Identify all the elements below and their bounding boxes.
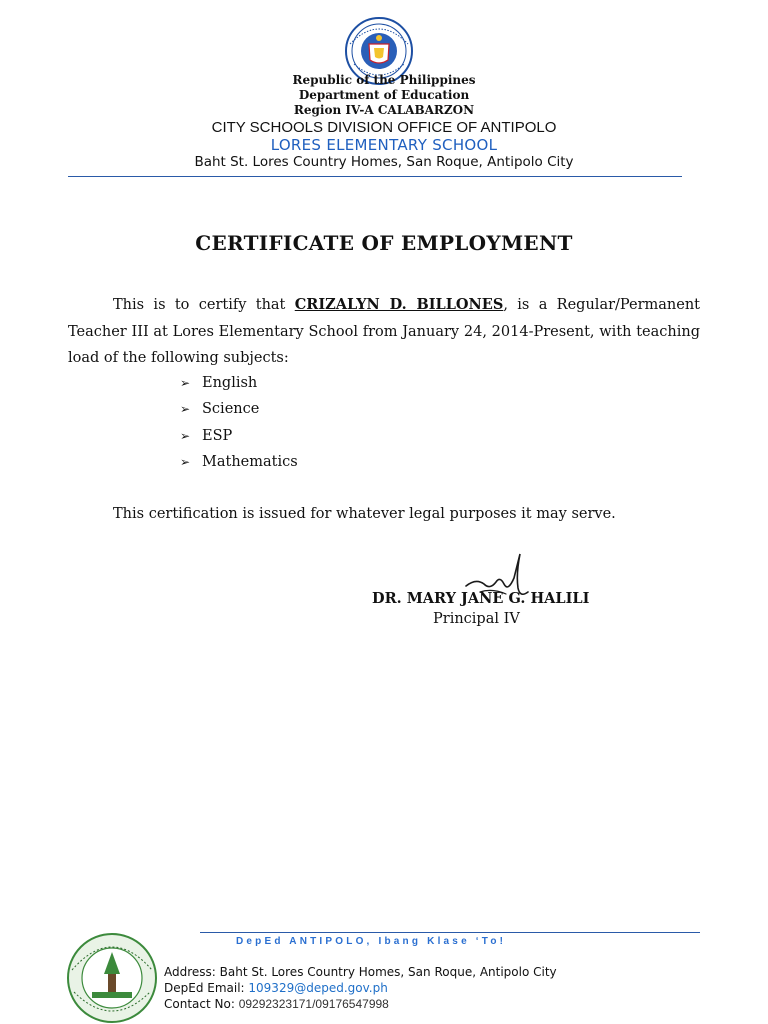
subject-label: ESP (202, 428, 233, 444)
header-republic: Republic of the Philippines (292, 73, 476, 87)
header-address: Baht St. Lores Country Homes, San Roque, Antipolo City (194, 154, 574, 170)
intro-text-continued: , is a Regular/Permanent Teacher III at Lores Elementary School from January 24, 2014-Present, with teaching load of the following subjects: (68, 297, 700, 366)
subject-label: Mathematics (202, 454, 298, 470)
header-department: Department of Education (298, 88, 470, 102)
email-link[interactable]: 109329@deped.gov.ph (248, 981, 388, 995)
contact-label: Contact No: (164, 997, 239, 1011)
arrow-bullet-icon: ➢ (180, 402, 191, 416)
certification-paragraph (68, 292, 700, 372)
subject-label: Science (202, 401, 260, 417)
subject-label: English (202, 375, 258, 391)
signatory-name: DR. MARY JANE G. HALILI (372, 590, 590, 607)
footer-address (164, 964, 557, 980)
arrow-bullet-icon: ➢ (180, 376, 191, 390)
arrow-bullet-icon: ➢ (180, 429, 191, 443)
arrow-bullet-icon: ➢ (180, 455, 191, 469)
footer-contact (164, 996, 389, 1012)
address-value: Baht St. Lores Country Homes, San Roque, Antipolo City (219, 965, 557, 979)
footer-divider (200, 932, 700, 933)
signatory-position: Principal IV (433, 611, 520, 627)
header-division: CITY SCHOOLS DIVISION OFFICE OF ANTIPOLO (211, 119, 557, 136)
subject-list-item (180, 396, 259, 423)
school-logo (62, 930, 162, 1024)
email-label: DepEd Email: (164, 981, 249, 995)
footer-email (164, 980, 388, 996)
closing-paragraph: This certification is issued for whatever legal purposes it may serve. (113, 506, 616, 522)
address-label: Address: (164, 965, 220, 979)
document-title: CERTIFICATE OF EMPLOYMENT (195, 231, 573, 255)
intro-text: This is to certify that (113, 297, 295, 313)
header-region: Region IV-A CALABARZON (293, 103, 475, 117)
subject-list-item (180, 423, 232, 450)
employee-name: CRIZALYN D. BILLONES (294, 296, 504, 313)
subject-list-item (180, 449, 298, 476)
header-divider (68, 176, 682, 177)
footer-tagline: DepEd ANTIPOLO, Ibang Klase ‘To! (236, 936, 507, 947)
header-school-name: LORES ELEMENTARY SCHOOL (270, 136, 498, 154)
subject-list-item (180, 370, 257, 397)
contact-number: 09292323171/09176547998 (238, 997, 389, 1011)
